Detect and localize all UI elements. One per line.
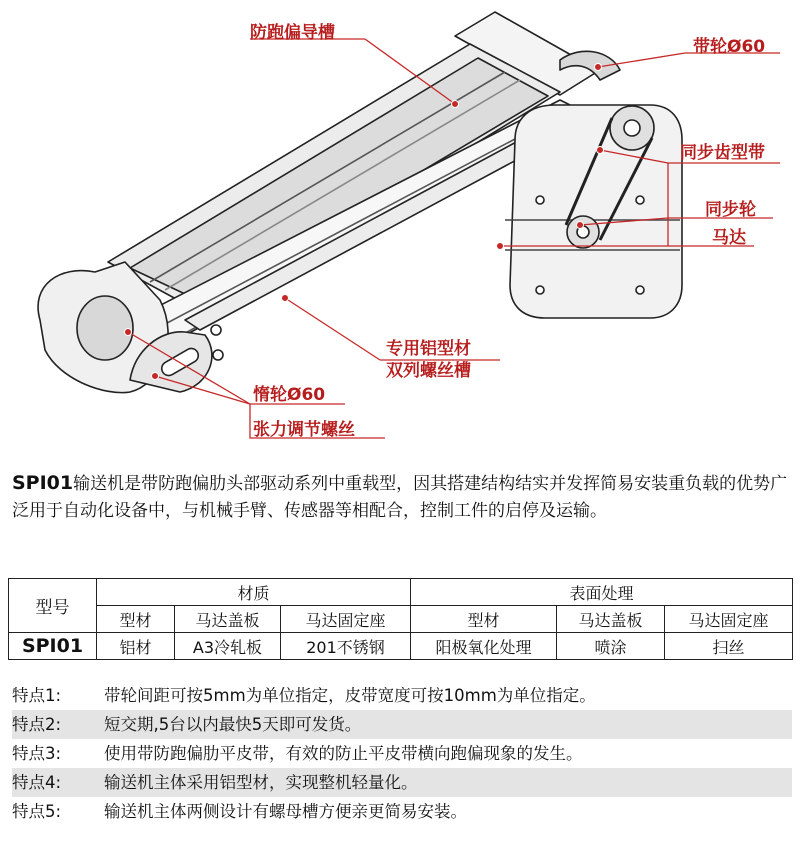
cell-motor-mount-surface: 扫丝 — [665, 633, 793, 660]
material-header: 材质 — [97, 579, 411, 606]
feature-label: 特点2: — [12, 715, 62, 734]
table-row — [9, 633, 793, 660]
intro-text: 输送机是带防跑偏肋头部驱动系列中重载型，因其搭建结构结实并发挥简易安装重负载的优势广泛用于自动化设备中，与机械手臂、传感器等相配合，控制工件的启停及运输。 — [12, 474, 788, 521]
intro-model: SPI01 — [12, 472, 74, 494]
feature-item — [12, 768, 792, 797]
intro-paragraph — [12, 470, 790, 525]
feature-label: 特点5: — [12, 802, 62, 821]
model-header: 型号 — [9, 579, 97, 633]
feature-label: 特点4: — [12, 773, 62, 792]
feature-label: 特点1: — [12, 686, 62, 705]
table-subheader-row — [9, 606, 793, 633]
subheader-motor-cover: 马达盖板 — [175, 606, 281, 633]
feature-text: 使用带防跑偏肋平皮带，有效的防止平皮带横向跑偏现象的发生。 — [104, 744, 583, 763]
callout-tension-screw: 张力调节螺丝 — [253, 420, 355, 440]
feature-item — [12, 797, 792, 826]
subheader-surface-motor-mount: 马达固定座 — [665, 606, 793, 633]
subheader-surface-motor-cover: 马达盖板 — [557, 606, 665, 633]
spec-table — [8, 578, 793, 660]
feature-item — [12, 739, 792, 768]
feature-text: 短交期,5台以内最快5天即可发货。 — [104, 715, 362, 734]
feature-text: 带轮间距可按5mm为单位指定，皮带宽度可按10mm为单位指定。 — [104, 686, 596, 705]
callout-motor: 马达 — [712, 228, 746, 248]
feature-label: 特点3: — [12, 744, 62, 763]
callout-profile-line1: 专用铝型材 — [386, 339, 471, 359]
table-header-row — [9, 579, 793, 606]
callout-timing-belt: 同步齿型带 — [680, 143, 765, 163]
feature-item — [12, 681, 792, 710]
cell-profile-surface: 阳极氧化处理 — [411, 633, 557, 660]
callout-sync-pulley: 同步轮 — [705, 200, 756, 220]
cell-profile-material: 铝材 — [97, 633, 175, 660]
callout-idler: 惰轮Ø60 — [253, 385, 326, 405]
feature-item — [12, 710, 792, 739]
subheader-profile: 型材 — [97, 606, 175, 633]
feature-list — [12, 681, 792, 826]
callout-profile-line2: 双列螺丝槽 — [386, 361, 471, 381]
feature-text: 输送机主体采用铝型材，实现整机轻量化。 — [104, 773, 418, 792]
feature-text: 输送机主体两侧设计有螺母槽方便亲更简易安装。 — [104, 802, 467, 821]
cell-motor-cover-material: A3冷轧板 — [175, 633, 281, 660]
row-model: SPI01 — [9, 633, 97, 660]
cell-motor-cover-surface: 喷涂 — [557, 633, 665, 660]
cell-motor-mount-material: 201不锈钢 — [281, 633, 411, 660]
surface-header: 表面处理 — [411, 579, 793, 606]
subheader-motor-mount: 马达固定座 — [281, 606, 411, 633]
subheader-surface-profile: 型材 — [411, 606, 557, 633]
callout-aluminum-profile — [386, 338, 471, 382]
callout-pulley: 带轮Ø60 — [693, 37, 766, 57]
callout-anti-deviation-groove: 防跑偏导槽 — [250, 23, 335, 43]
